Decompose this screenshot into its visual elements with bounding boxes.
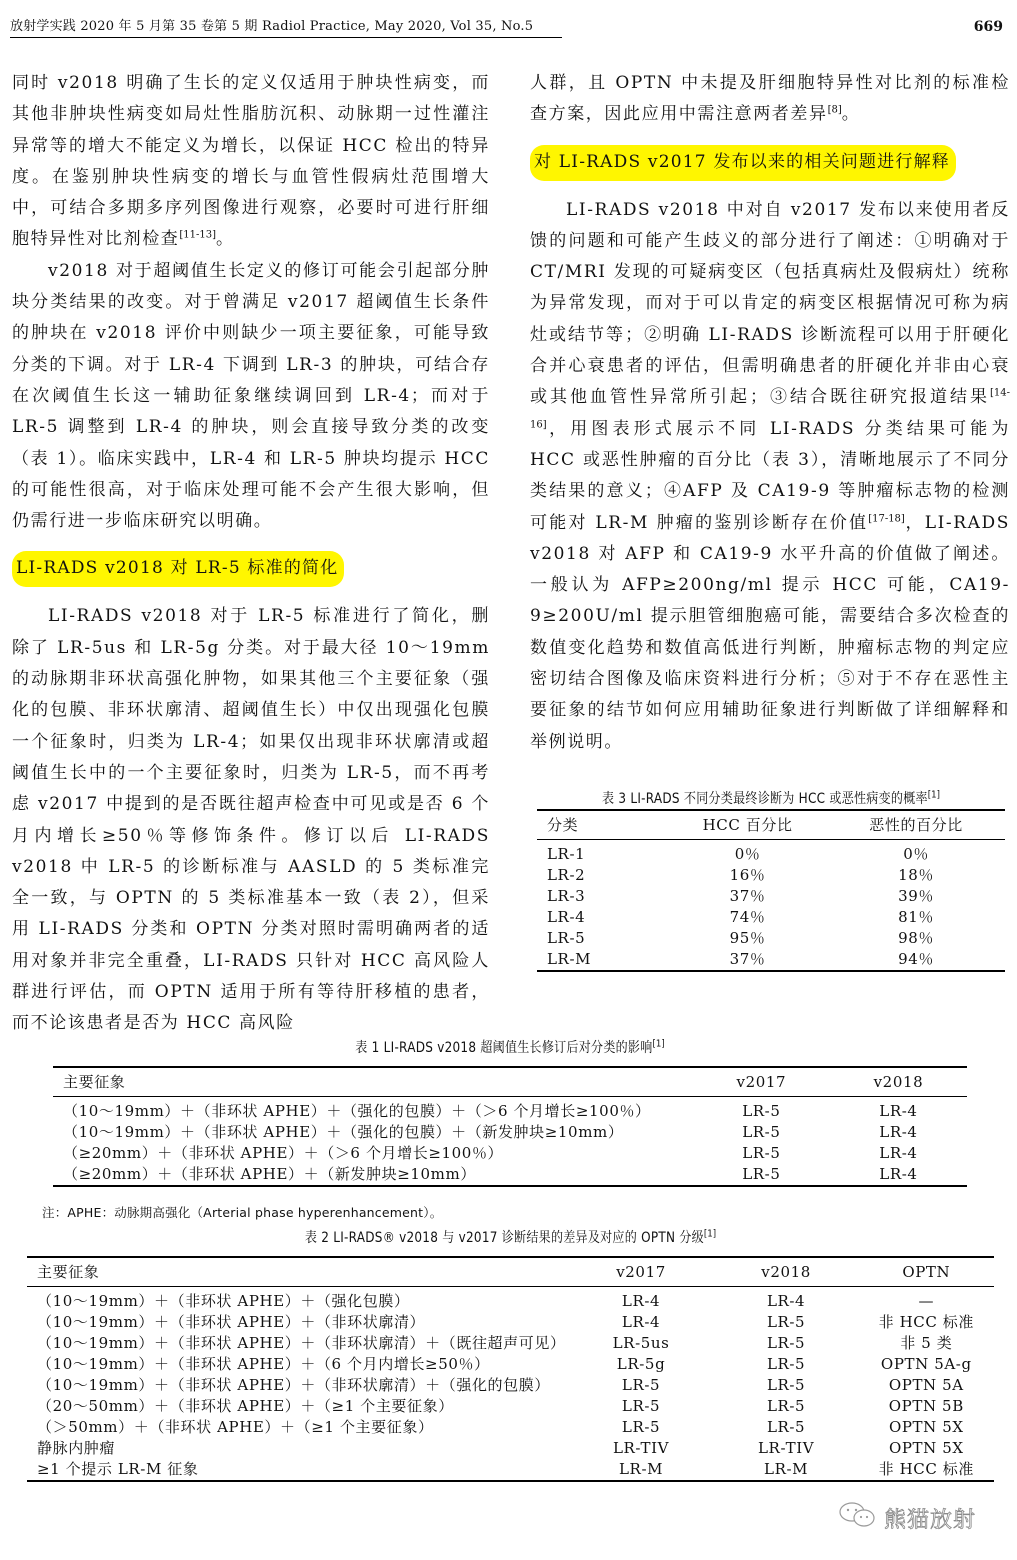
caption-text: 表 2 LI-RADS® v2018 与 v2017 诊断结果的差异及对应的 OPTN 分级 xyxy=(304,1230,704,1246)
table-row xyxy=(537,886,1005,907)
table-cell: LR-5 xyxy=(742,1165,781,1183)
table-cell: （10～19mm）＋（非环状 APHE）＋（强化的包膜）＋（＞6 个月增长≥100％） xyxy=(63,1102,651,1120)
column-header: 恶性的百分比 xyxy=(869,815,963,834)
paragraph-end: 。 xyxy=(216,229,235,250)
table-cell: LR-M xyxy=(618,1460,664,1478)
running-head: 放射学实践 2020 年 5 月第 35 卷第 5 期 Radiol Practice, May 2020, Vol 35, No.5 xyxy=(10,18,562,38)
table-cell: LR-M xyxy=(764,1460,809,1478)
table-cell: 非 HCC 标准 xyxy=(878,1460,974,1478)
table-cell: 非 HCC 标准 xyxy=(878,1313,974,1331)
table-header-row xyxy=(27,1257,994,1287)
table-row xyxy=(27,1287,994,1313)
table-row xyxy=(53,1097,967,1123)
citation: [1] xyxy=(927,789,940,801)
data-table xyxy=(53,1066,967,1187)
left-column xyxy=(12,68,490,1040)
table-3 xyxy=(537,789,1005,972)
page-number: 669 xyxy=(973,19,1003,35)
table-cell: LR-TIV xyxy=(758,1439,815,1457)
table-row xyxy=(537,949,1005,971)
table-cell: （≥20mm）＋（非环状 APHE）＋（新发肿块≥10mm） xyxy=(63,1165,476,1183)
table-cell: LR-5 xyxy=(766,1334,806,1352)
table-cell: （10～19mm）＋（非环状 APHE）＋（非环状廓清）＋（强化的包膜） xyxy=(37,1376,550,1394)
caption-text: 表 3 LI-RADS 不同分类最终诊断为 HCC 或恶性病变的概率 xyxy=(602,791,928,807)
wechat-icon xyxy=(838,1500,878,1536)
watermark-label: 熊猫放射 xyxy=(884,1507,977,1533)
table-cell: LR-5us xyxy=(612,1334,670,1352)
table-cell: 98％ xyxy=(898,929,935,947)
data-table xyxy=(537,809,1005,972)
column-header: HCC 百分比 xyxy=(702,815,793,834)
table-cell: 74％ xyxy=(729,908,766,926)
column-header: OPTN xyxy=(902,1262,951,1281)
table-cell: LR-5 xyxy=(621,1418,661,1436)
table-cell: ≥1 个提示 LR-M 征象 xyxy=(37,1460,199,1478)
table-cell: LR-4 xyxy=(879,1102,918,1120)
table-row xyxy=(53,1143,967,1164)
paragraph-text: LI-RADS v2018 中对自 v2017 发布以来使用者反馈的问题和可能产生歧义的部分进行了阐述：①明确对于 CT/MRI 发现的可疑病变区（包括真病灶及假病灶）统称为异常发现，而对于可以肯定的病变区根据情况可称为病灶或结节等；②明确 LI-RADS 诊断流程可以用于肝硬化合并心衰患者的评估，但需明确患者的肝硬化并非由心衰或其他血管性异常所引起；③结合既往研究报道结果 xyxy=(530,199,1010,408)
table-cell: LR-4 xyxy=(547,908,586,926)
table-cell: 0％ xyxy=(903,845,929,863)
table-cell: 94％ xyxy=(898,950,935,968)
table-caption xyxy=(117,1038,903,1058)
section-heading-highlighted: 对 LI-RADS v2017 发布以来的相关问题进行解释 xyxy=(530,145,956,181)
table-cell: （10～19mm）＋（非环状 APHE）＋（强化包膜） xyxy=(37,1292,410,1310)
table-row xyxy=(27,1375,994,1396)
paragraph xyxy=(12,68,490,256)
table-cell: OPTN 5A xyxy=(888,1376,964,1394)
table-1 xyxy=(53,1038,967,1187)
table-cell: LR-4 xyxy=(879,1123,918,1141)
paragraph: v2018 对于超阈值生长定义的修订可能会引起部分肿块分类结果的改变。对于曾满足 v2017 超阈值生长条件的肿块在 v2018 评价中则缺少一项主要征象，可能导致分类的下调。对于 LR-4 下调到 LR-3 的肿块，可结合存在次阈值生长这一辅助征象继续调回到 LR-4；而对于 LR-5 调整到 LR-4 的肿块，则会直接导致分类的改变（表 1）。临床实践中，LR-4 和 LR-5 肿块均提示 HCC 的可能性很高，对于临床处理可能不会产生很大影响，但仍需行进一步临床研究以明确。 xyxy=(12,260,490,532)
table-row xyxy=(537,907,1005,928)
column-header: 主要征象 xyxy=(37,1262,100,1281)
column-header: 分类 xyxy=(547,815,579,834)
column-header: v2017 xyxy=(616,1262,666,1281)
table-cell: LR-5 xyxy=(742,1144,781,1162)
paragraph xyxy=(530,195,1010,758)
table-cell: LR-5 xyxy=(547,929,586,947)
column-header: v2018 xyxy=(761,1262,811,1281)
table-header-row xyxy=(53,1067,967,1097)
table-cell: LR-TIV xyxy=(612,1439,670,1457)
paragraph-end: 。 xyxy=(841,104,861,125)
table-cell: LR-5 xyxy=(742,1102,781,1120)
table-cell: — xyxy=(918,1292,935,1310)
table-cell: OPTN 5X xyxy=(888,1439,964,1457)
table-cell: 39％ xyxy=(898,887,935,905)
table-cell: OPTN 5B xyxy=(888,1397,964,1415)
table-cell: LR-5 xyxy=(621,1376,661,1394)
table-row xyxy=(537,865,1005,886)
table-cell: （10～19mm）＋（非环状 APHE）＋（非环状廓清） xyxy=(37,1313,426,1331)
table-row xyxy=(27,1312,994,1333)
table-caption xyxy=(570,789,972,809)
citation: [17-18] xyxy=(868,512,905,524)
paragraph-text: 人群，且 OPTN 中未提及肝细胞特异性对比剂的标准检查方案，因此应用中需注意两者差异 xyxy=(530,73,1010,125)
citation: [8] xyxy=(827,104,842,116)
data-table xyxy=(27,1256,994,1482)
table-cell: （＞50mm）＋（非环状 APHE）＋（≥1 个主要征象） xyxy=(37,1418,434,1436)
table-cell: 静脉内肿瘤 xyxy=(37,1439,116,1457)
column-header: v2018 xyxy=(873,1072,924,1091)
table-cell: LR-4 xyxy=(879,1165,918,1183)
watermark xyxy=(838,1500,976,1536)
paragraph-text: ，用图表形式展示不同 LI-RADS 分类结果可能为 HCC 或恶性肿瘤的百分比（表 3），清晰地展示了不同分类结果的意义；④AFP 及 CA19-9 等肿瘤标志物的检测可能对 LR-M 肿瘤的鉴别诊断存在价值 xyxy=(530,418,1010,533)
table-cell: 16％ xyxy=(729,866,766,884)
table-row xyxy=(27,1417,994,1438)
table-row xyxy=(27,1438,994,1459)
table-cell: LR-5 xyxy=(621,1397,661,1415)
table-row xyxy=(27,1459,994,1481)
table-cell: LR-5 xyxy=(766,1397,806,1415)
citation: [14-16] xyxy=(530,387,1010,431)
table-cell: 95％ xyxy=(729,929,766,947)
citation: [1] xyxy=(652,1038,665,1050)
table-cell: LR-5 xyxy=(742,1123,781,1141)
table-cell: （10～19mm）＋（非环状 APHE）＋（强化的包膜）＋（新发肿块≥10mm） xyxy=(63,1123,624,1141)
section-heading-highlighted: LI-RADS v2018 对 LR-5 标准的简化 xyxy=(12,551,344,587)
column-header: v2017 xyxy=(736,1072,787,1091)
table-cell: OPTN 5X xyxy=(888,1418,964,1436)
table-cell: 37％ xyxy=(729,950,766,968)
table-cell: 0％ xyxy=(734,845,761,863)
table-header-row xyxy=(537,810,1005,840)
table-cell: （10～19mm）＋（非环状 APHE）＋（非环状廓清）＋（既往超声可见） xyxy=(37,1334,566,1352)
table-cell: LR-5g xyxy=(616,1355,666,1373)
table-cell: LR-5 xyxy=(766,1418,806,1436)
paragraph-text: ，LI-RADS v2018 对 AFP 和 CA19-9 水平升高的价值做了阐述。一般认为 AFP≥200ng/ml 提示 HCC 可能，CA19-9≥200U/ml 提示胆管细胞癌可能，需要结合多次检查的数值变化趋势和数值高低进行判断，肿瘤标志物的判定应密切结合图像及临床资料进行分析；⑤对于不存在恶性主要征象的结节如何应用辅助征象进行判断做了详细解释和举例说明。 xyxy=(530,512,1010,752)
table-row xyxy=(537,928,1005,949)
paragraph xyxy=(530,68,1010,131)
citation: [1] xyxy=(703,1228,717,1240)
table-cell: LR-4 xyxy=(621,1292,661,1310)
table-row xyxy=(53,1122,967,1143)
paragraph-text: 同时 v2018 明确了生长的定义仅适用于肿块性病变，而其他非肿块性病变如局灶性脂肪沉积、动脉期一过性灌注异常等的增大不能定义为增长，以保证 HCC 检出的特异度。在鉴别肿块性病变的增长与血管性假病灶范围增大中，可结合多期多序列图像进行观察，必要时可进行肝细胞特异性对比剂检查 xyxy=(12,73,490,250)
paragraph: LI-RADS v2018 对于 LR-5 标准进行了简化，删除了 LR-5us 和 LR-5g 分类。对于最大径 10～19mm 的动脉期非环状高强化肿物，如果其他三个主要征象（强化的包膜、非环状廓清、超阈值生长）中仅出现强化包膜一个征象时，归类为 LR-4；如果仅出现非环状廓清或超阈值生长中的一个主要征象时，归类为 LR-5，而不再考虑 v2017 中提到的是否既往超声检查中可见或是否 6 个月内增长≥50％等修饰条件。修订以后 LI-RADS v2018 中 LR-5 的诊断标准与 AASLD 的 5 类标准完全一致，与 OPTN 的 5 类标准基本一致（表 2），但采用 LI-RADS 分类和 OPTN 分类对照时需明确两者的适用对象并非完全重叠，LI-RADS 只针对 HCC 高风险人群进行评估，而 OPTN 适用于所有等待肝移植的患者，而不论该患者是否为 HCC 高风险 xyxy=(12,606,490,1034)
caption-text: 表 1 LI-RADS v2018 超阈值生长修订后对分类的影响 xyxy=(355,1040,653,1056)
table-cell: LR-5 xyxy=(766,1376,806,1394)
column-header: 主要征象 xyxy=(63,1072,126,1091)
table-cell: LR-5 xyxy=(766,1355,806,1373)
table-caption xyxy=(95,1228,927,1248)
table-cell: （10～19mm）＋（非环状 APHE）＋（6 个月内增长≥50％） xyxy=(37,1355,490,1373)
table-2 xyxy=(27,1228,994,1482)
table-cell: 37％ xyxy=(729,887,766,905)
table-row xyxy=(27,1396,994,1417)
table-cell: LR-2 xyxy=(547,866,586,884)
table-cell: LR-3 xyxy=(547,887,586,905)
table-note: 注：APHE：动脉期高强化（Arterial phase hyperenhancement）。 xyxy=(42,1205,443,1220)
table-cell: （20～50mm）＋（非环状 APHE）＋（≥1 个主要征象） xyxy=(37,1397,454,1415)
table-cell: LR-4 xyxy=(766,1292,806,1310)
table-row xyxy=(27,1354,994,1375)
table-cell: 81％ xyxy=(898,908,935,926)
table-row xyxy=(53,1164,967,1186)
table-cell: （≥20mm）＋（非环状 APHE）＋（＞6 个月增长≥100％） xyxy=(63,1144,504,1162)
table-cell: LR-4 xyxy=(621,1313,661,1331)
table-row xyxy=(537,840,1005,866)
table-cell: 非 5 类 xyxy=(900,1334,953,1352)
table-cell: OPTN 5A-g xyxy=(880,1355,972,1373)
citation: [11-13] xyxy=(179,229,217,241)
table-cell: 18％ xyxy=(898,866,935,884)
table-cell: LR-5 xyxy=(766,1313,806,1331)
table-cell: LR-4 xyxy=(879,1144,918,1162)
table-cell: LR-1 xyxy=(547,845,586,863)
table-cell: LR-M xyxy=(547,950,592,968)
table-row xyxy=(27,1333,994,1354)
right-column xyxy=(530,68,1010,758)
